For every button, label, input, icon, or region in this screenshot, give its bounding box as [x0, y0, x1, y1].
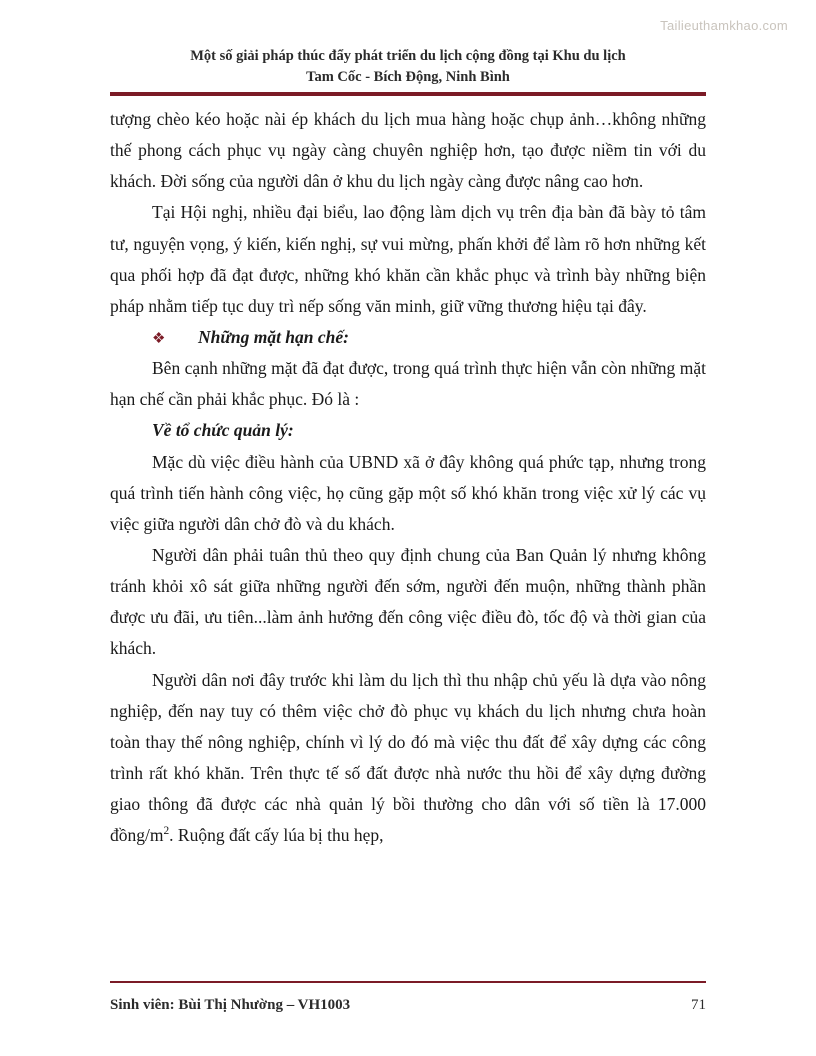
bullet-heading-label: Những mặt hạn chế:: [198, 326, 349, 347]
paragraph-6-superscript: 2: [163, 825, 170, 838]
header-divider: [110, 92, 706, 96]
paragraph-2: Tại Hội nghị, nhiều đại biểu, lao động làm dịch vụ trên địa bàn đã bày tỏ tâm tư, nguyện vọng, ý kiến, kiến nghị, sự vui mừng, phấn khởi để làm rõ hơn những kết qua phối hợp đã đạt được, những khó khăn cần khắc phục và trình bày những biện pháp nhằm tiếp tục duy trì nếp sống văn minh, giữ vững thương hiệu tại đây.: [110, 202, 706, 316]
paragraph-3: Bên cạnh những mặt đã đạt được, trong quá trình thực hiện vẫn còn những mặt hạn chế cần phải khắc phục. Đó là :: [110, 358, 706, 410]
page-header: [110, 46, 706, 88]
page-footer: [110, 997, 706, 1014]
footer-divider: [110, 981, 706, 983]
subheading-1: Về tổ chức quản lý:: [152, 420, 294, 441]
paragraph-5: Người dân phải tuân thủ theo quy định chung của Ban Quản lý nhưng không tránh khỏi xô sát giữa những người đến sớm, người đến muộn, những thành phần được ưu đãi, ưu tiên...làm ảnh hưởng đến công việc điều đò, tốc độ và thời gian của khách.: [110, 544, 706, 659]
document-body: [110, 104, 706, 851]
header-title-line-2: Tam Cốc - Bích Động, Ninh Bình: [306, 69, 510, 86]
paragraph-6-text-part-2: . Ruộng đất cấy lúa bị thu hẹp,: [169, 825, 384, 846]
paragraph-6: [110, 665, 706, 852]
footer-author: Sinh viên: Bùi Thị Nhường – VH1003: [110, 997, 351, 1013]
watermark-text: Tailieuthamkhao.com: [660, 18, 788, 33]
footer-page-number: 71: [691, 997, 706, 1013]
header-title-line-1: Một số giải pháp thúc đẩy phát triển du lịch cộng đồng tại Khu du lịch: [190, 48, 626, 64]
paragraph-6-text-part-1: Người dân nơi đây trước khi làm du lịch thì thu nhập chủ yếu là dựa vào nông nghiệp, đến nay tuy có thêm việc chở đò phục vụ khách du lịch nhưng chưa hoàn toàn thay thế nông nghiệp, chính vì lý do đó mà việc thu đất để xây dựng các công trình rất khó khăn. Trên thực tế số đất được nhà nước thu hồi để xây dựng đường giao thông đã được các nhà quản lý bồi thường cho dân với số tiền là 17.000 đồng/m: [110, 669, 706, 846]
bullet-heading: [110, 322, 706, 353]
diamond-bullet-icon: ❖: [152, 330, 166, 347]
paragraph-1: tượng chèo kéo hoặc nài ép khách du lịch mua hàng hoặc chụp ảnh…không những thế phong cách phục vụ ngày càng chuyên nghiệp hơn, tạo được niềm tin với du khách. Đời sống của người dân ở khu du lịch ngày càng được nâng cao hơn.: [110, 109, 706, 192]
paragraph-4: Mặc dù việc điều hành của UBND xã ở đây không quá phức tạp, nhưng trong quá trình tiến hành công việc, họ cũng gặp một số khó khăn trong việc xử lý các vụ việc giữa người dân chở đò và du khách.: [110, 451, 706, 534]
